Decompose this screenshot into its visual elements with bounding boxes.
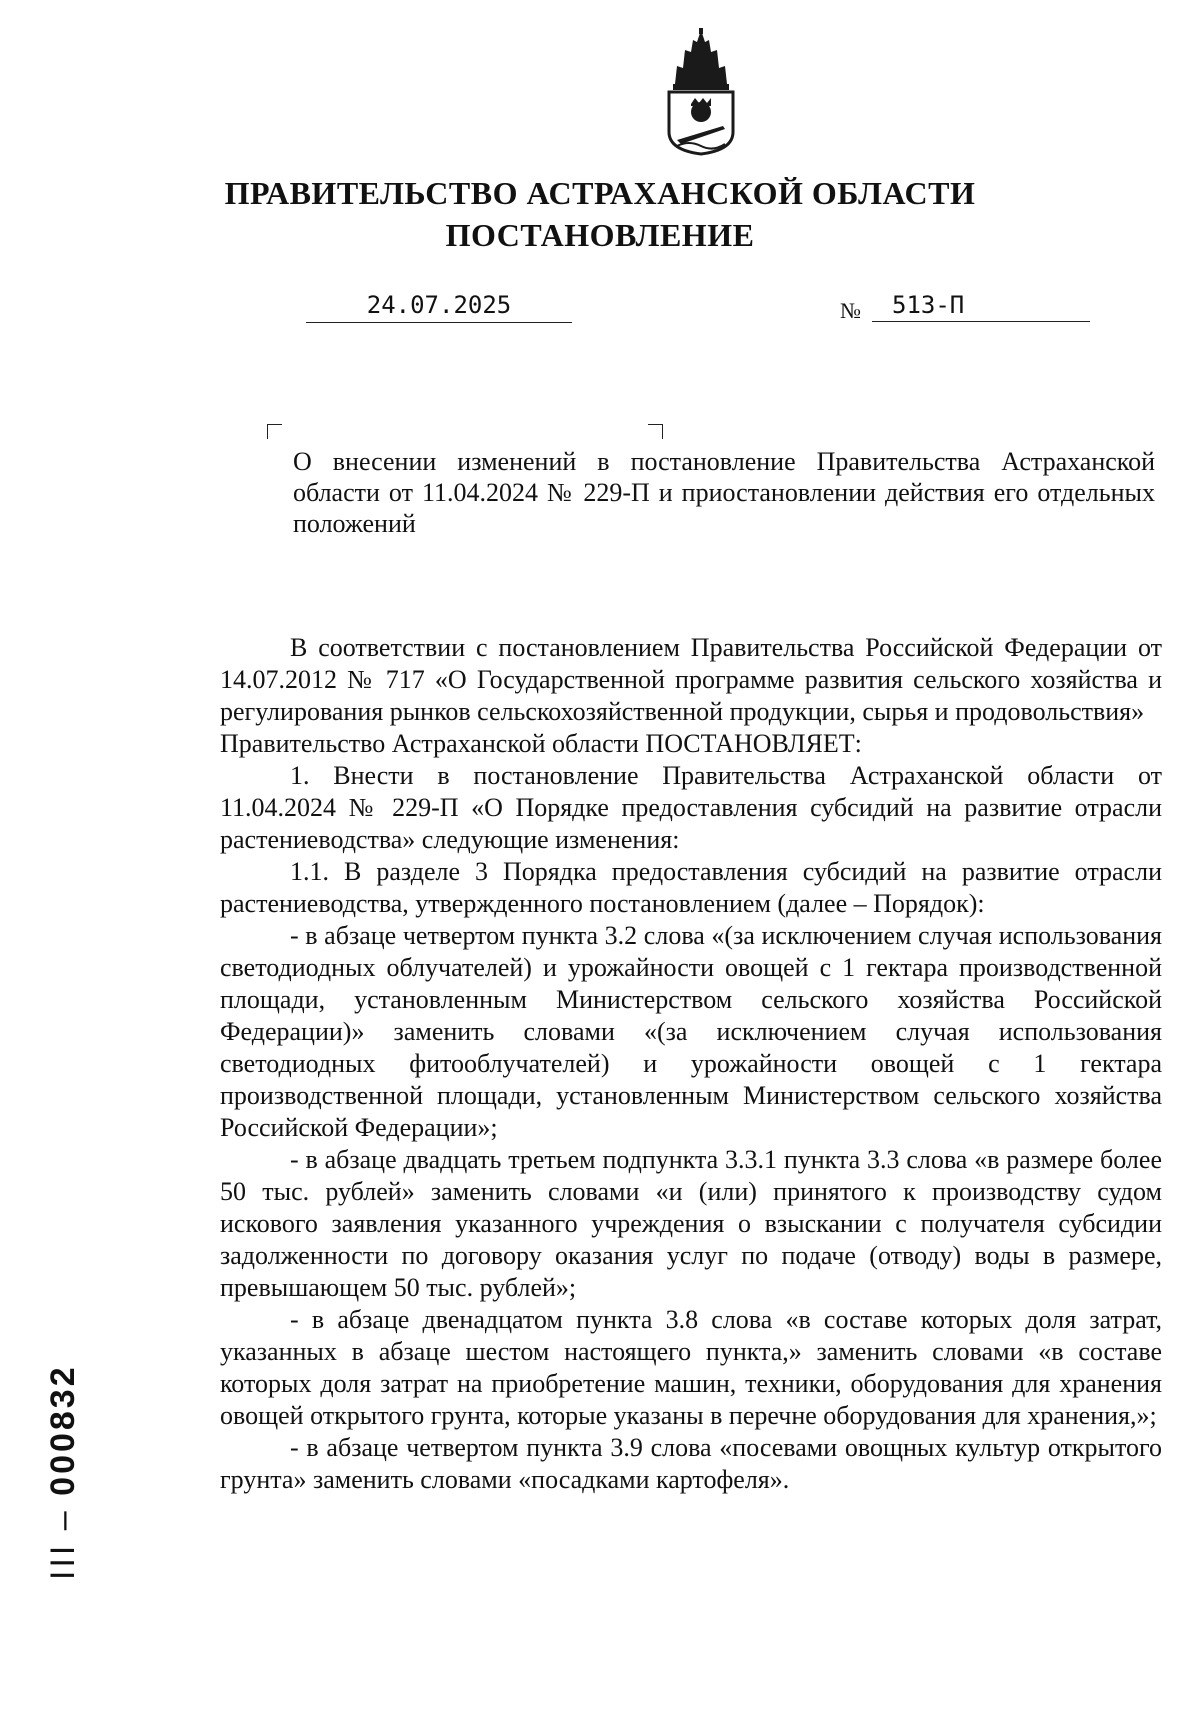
registration-stamp-code: 000832 bbox=[44, 1364, 82, 1496]
organization-title: ПРАВИТЕЛЬСТВО АСТРАХАНСКОЙ ОБЛАСТИ bbox=[224, 175, 976, 211]
body-paragraph: - в абзаце четвертом пункта 3.9 слова «посевами овощных культур открытого грунта» заменить словами «посадками картофеля». bbox=[220, 1433, 1162, 1494]
document-number: 513-П bbox=[872, 288, 1090, 322]
body-paragraph: 1.1. В разделе 3 Порядка предоставления субсидий на развитие отрасли растениеводства, утвержденного постановлением (далее – Порядок): bbox=[220, 857, 1162, 918]
document-subject: О внесении изменений в постановление Правительства Астраханской области от 11.04.2024 № 229-П и приостановлении действия его отдельных положений bbox=[293, 447, 1155, 538]
coat-of-arms-icon bbox=[663, 28, 739, 156]
registration-stamp bbox=[44, 1364, 83, 1580]
body-paragraph: В соответствии с постановлением Правительства Российской Федерации от 14.07.2012 № 717 «О Государственной программе развития сельского хозяйства и регулирования рынков сельскохозяйственной продукции, сырья и продовольствия» bbox=[220, 633, 1162, 726]
document-date: 24.07.2025 bbox=[306, 288, 572, 323]
body-paragraph: 1. Внести в постановление Правительства Астраханской области от 11.04.2024 № 229-П «О Порядке предоставления субсидий на развитие отрасли растениеводства» следующие изменения: bbox=[220, 761, 1162, 854]
body-paragraph: - в абзаце двадцать третьем подпункта 3.3.1 пункта 3.3 слова «в размере более 50 тыс. рублей» заменить словами «и (или) принятого к производству судом искового заявления указанного учреждения о взыскании с получателя субсидии задолженности по договору оказания услуг по подаче (отводу) воды в размере, превышающем 50 тыс. рублей»; bbox=[220, 1145, 1162, 1302]
body-paragraph: - в абзаце двенадцатом пункта 3.8 слова «в составе которых доля затрат, указанных в абзаце шестом настоящего пункта,» заменить словами «в составе которых доля затрат на приобретение машин, техники, оборудования для хранения овощей открытого грунта, которые указаны в перечне оборудования для хранения,»; bbox=[220, 1305, 1162, 1430]
number-sign: № bbox=[840, 298, 861, 323]
document-body bbox=[220, 632, 1162, 1496]
document-header bbox=[0, 172, 1200, 256]
body-paragraph: - в абзаце четвертом пункта 3.2 слова «(за исключением случая использования светодиодных облучателей) и урожайности овощей с 1 гектара производственной площади, установленным Министерством сельского хозяйства Российской Федерации)» заменить словами «(за исключением случая использования светодиодных фитооблучателей) и урожайности овощей с 1 гектара производственной площади, установленным Министерством сельского хозяйства Российской Федерации»; bbox=[220, 921, 1162, 1142]
subject-corner-right bbox=[648, 424, 663, 439]
subject-corner-left bbox=[267, 424, 282, 439]
registration-stamp-prefix: ІІІ – bbox=[44, 1508, 82, 1580]
document-type-title: ПОСТАНОВЛЕНИЕ bbox=[445, 217, 755, 253]
body-paragraph: Правительство Астраханской области ПОСТАНОВЛЯЕТ: bbox=[220, 729, 862, 758]
